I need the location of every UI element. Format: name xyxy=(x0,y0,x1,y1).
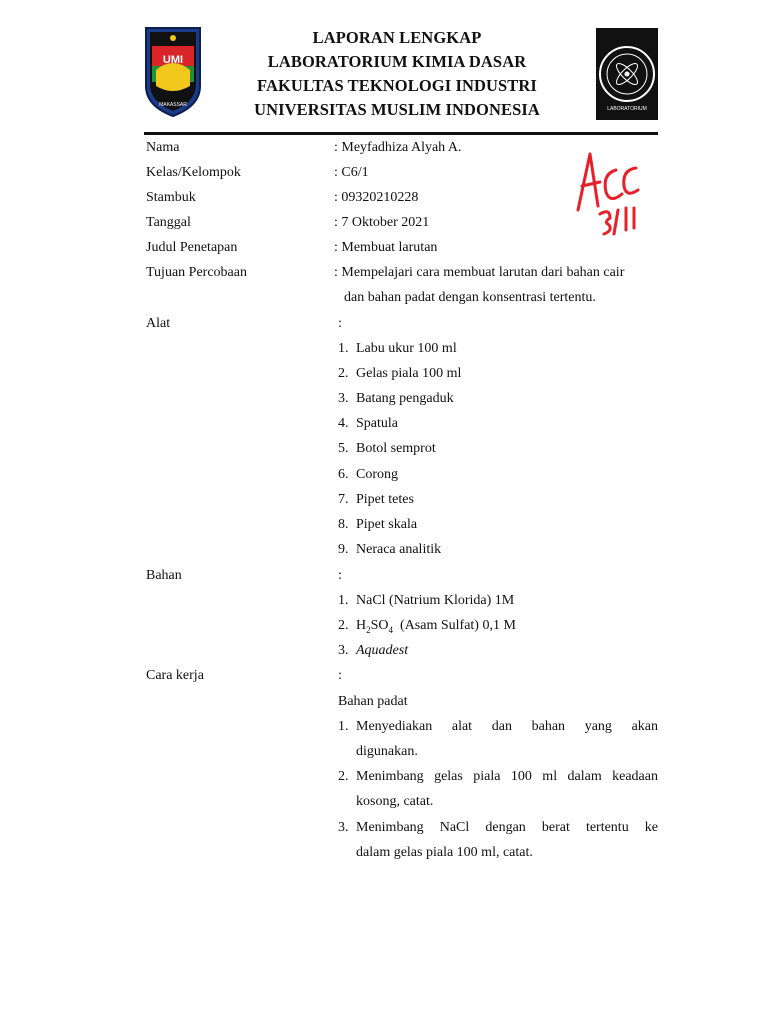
bahan-item: Aquadest xyxy=(356,643,409,658)
alat-item: Gelas piala 100 ml xyxy=(356,366,462,381)
tanggal-value: : 7 Oktober 2021 xyxy=(334,215,430,230)
formula-sub: 4 xyxy=(388,624,394,635)
kelas-label: Kelas/Kelompok xyxy=(146,165,241,180)
nama-label: Nama xyxy=(146,140,180,155)
list-number: 3. xyxy=(338,391,349,406)
list-number: 1. xyxy=(338,719,349,734)
list-number: 6. xyxy=(338,467,349,482)
alat-colon: : xyxy=(338,316,342,331)
step-text: Menyediakan alat dan bahan yang akan xyxy=(356,719,658,734)
logo-left-caption: MAKASSAR xyxy=(159,102,187,108)
bahan-colon: : xyxy=(338,568,342,583)
acc-signature xyxy=(570,148,642,240)
step-text: dalam gelas piala 100 ml, catat. xyxy=(356,845,533,860)
tanggal-label: Tanggal xyxy=(146,215,191,230)
cara-kerja-subheading: Bahan padat xyxy=(338,694,408,709)
list-number: 4. xyxy=(338,416,349,431)
alat-item: Neraca analitik xyxy=(356,542,442,557)
logo-right-text: LABORATORIUM xyxy=(607,106,647,112)
bahan-item-formula xyxy=(356,617,516,639)
lab-logo xyxy=(596,28,658,120)
step-text: Menimbang gelas piala 100 ml dalam keadaan xyxy=(356,769,658,784)
alat-item: Labu ukur 100 ml xyxy=(356,341,457,356)
formula-so: SO xyxy=(370,618,389,633)
alat-item: Batang pengaduk xyxy=(356,391,454,406)
formula-rest: (Asam Sulfat) 0,1 M xyxy=(393,618,516,633)
alat-item: Corong xyxy=(356,467,398,482)
judul-label: Judul Penetapan xyxy=(146,240,238,255)
formula-h: H xyxy=(356,618,367,633)
logo-left-text: UMI xyxy=(162,54,184,66)
list-number: 7. xyxy=(338,492,349,507)
alat-label: Alat xyxy=(146,316,171,331)
judul-value: : Membuat larutan xyxy=(334,240,438,255)
umi-logo xyxy=(144,26,202,118)
alat-item: Pipet tetes xyxy=(356,492,414,507)
nama-value: : Meyfadhiza Alyah A. xyxy=(334,140,462,155)
list-number: 3. xyxy=(338,643,349,658)
list-number: 2. xyxy=(338,769,349,784)
title-line: LAPORAN LENGKAP xyxy=(312,28,482,47)
list-number: 8. xyxy=(338,517,349,532)
bahan-item: NaCl (Natrium Klorida) 1M xyxy=(356,593,515,608)
list-number: 3. xyxy=(338,820,349,835)
cara-kerja-label: Cara kerja xyxy=(146,668,204,683)
kelas-value: : C6/1 xyxy=(334,165,369,180)
formula-sub: 2 xyxy=(366,624,371,635)
tujuan-value: : Mempelajari cara membuat larutan dari bahan cair xyxy=(334,265,625,280)
tujuan-label: Tujuan Percobaan xyxy=(146,265,247,280)
step-text: digunakan. xyxy=(356,744,418,759)
report-title xyxy=(212,26,582,122)
title-line: LABORATORIUM KIMIA DASAR xyxy=(267,52,527,71)
list-number: 9. xyxy=(338,542,349,557)
title-line: FAKULTAS TEKNOLOGI INDUSTRI xyxy=(257,76,537,95)
title-line: UNIVERSITAS MUSLIM INDONESIA xyxy=(254,100,540,119)
list-number: 2. xyxy=(338,366,349,381)
alat-item: Pipet skala xyxy=(356,517,418,532)
alat-item: Botol semprot xyxy=(356,441,436,456)
list-number: 5. xyxy=(338,441,349,456)
stambuk-label: Stambuk xyxy=(146,190,196,205)
bahan-label: Bahan xyxy=(146,568,182,583)
tujuan-value-cont: dan bahan padat dengan konsentrasi tertentu. xyxy=(344,290,596,305)
step-text: kosong, catat. xyxy=(356,794,434,809)
list-number: 2. xyxy=(338,618,349,633)
step-text: Menimbang NaCl dengan berat tertentu ke xyxy=(356,820,658,835)
cara-kerja-colon: : xyxy=(338,668,342,683)
stambuk-value: : 09320210228 xyxy=(334,190,419,205)
header-divider xyxy=(144,132,658,135)
alat-item: Spatula xyxy=(356,416,398,431)
list-number: 1. xyxy=(338,593,349,608)
list-number: 1. xyxy=(338,341,349,356)
